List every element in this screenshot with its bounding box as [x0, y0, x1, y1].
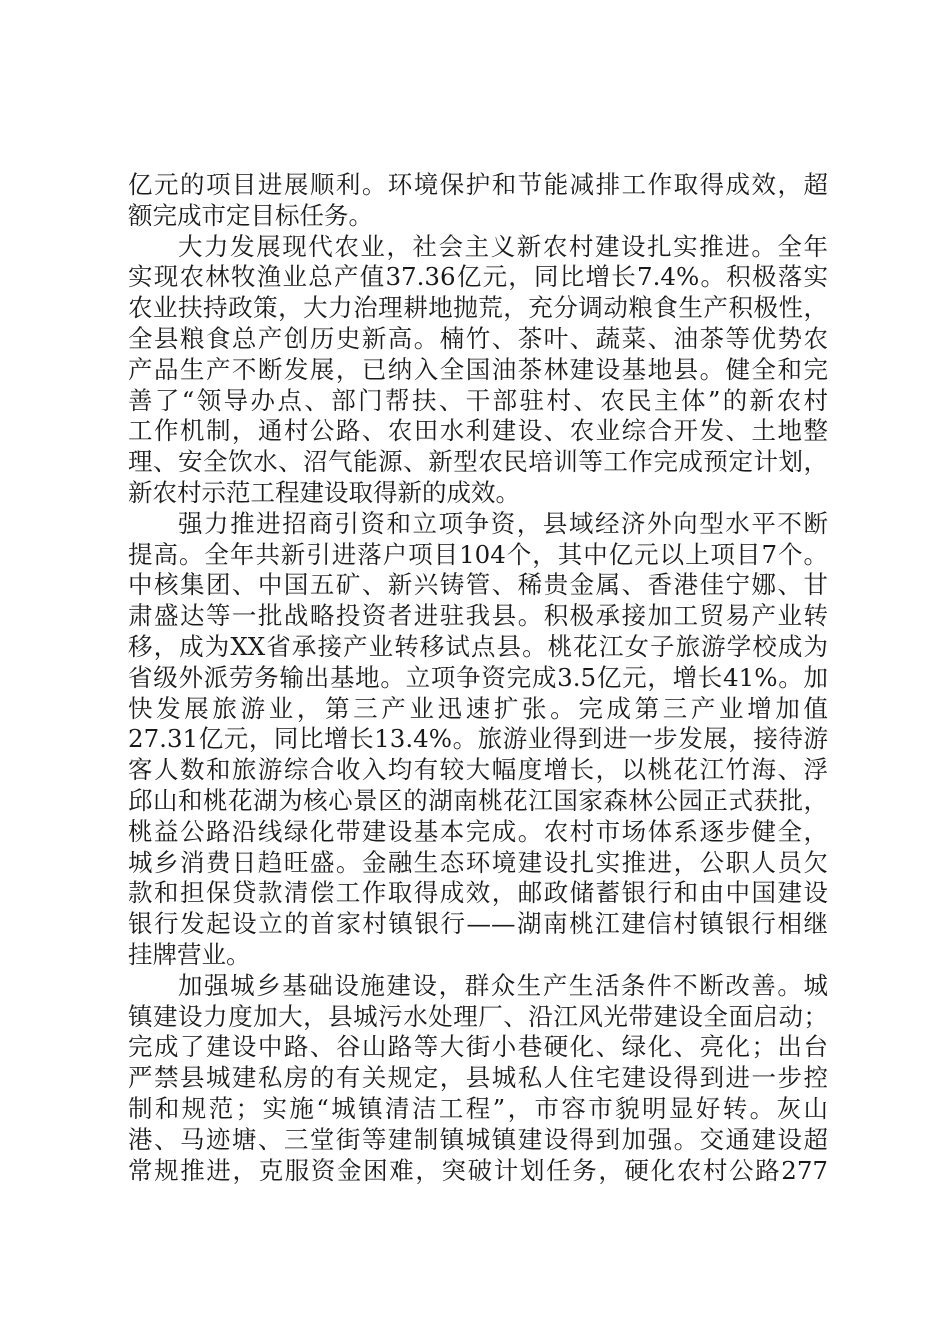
text-line: 常规推进，克服资金困难，突破计划任务，硬化农村公路277 — [128, 1155, 828, 1185]
text-line: 理、安全饮水、沼气能源、新型农民培训等工作完成预定计划， — [128, 447, 828, 477]
text-line: 农业扶持政策，大力治理耕地抛荒，充分调动粮食生产积极性， — [128, 293, 828, 323]
text-line: 银行发起设立的首家村镇银行——湖南桃江建信村镇银行相继 — [128, 909, 828, 939]
text-line: 挂牌营业。 — [128, 939, 251, 969]
text-line: 严禁县城建私房的有关规定，县城私人住宅建设得到进一步控 — [128, 1063, 828, 1093]
text-line: 肃盛达等一批战略投资者进驻我县。积极承接加工贸易产业转 — [128, 601, 828, 631]
text-line: 额完成市定目标任务。 — [128, 200, 373, 230]
document-body — [128, 170, 828, 1186]
text-line: 善了“领导办点、部门帮扶、干部驻村、农民主体”的新农村 — [128, 385, 828, 415]
text-line: 产品生产不断发展，已纳入全国油茶林建设基地县。健全和完 — [128, 354, 828, 384]
text-line: 亿元的项目进展顺利。环境保护和节能减排工作取得成效，超 — [128, 170, 828, 199]
text-line: 27.31亿元，同比增长13.4%。旅游业得到进一步发展，接待游 — [128, 724, 828, 754]
text-line: 客人数和旅游综合收入均有较大幅度增长，以桃花江竹海、浮 — [128, 755, 828, 785]
text-line: 镇建设力度加大，县城污水处理厂、沿江风光带建设全面启动； — [128, 1001, 828, 1031]
text-line: 桃益公路沿线绿化带建设基本完成。农村市场体系逐步健全， — [128, 816, 828, 846]
text-line: 全县粮食总产创历史新高。楠竹、茶叶、蔬菜、油茶等优势农 — [128, 323, 828, 353]
text-line: 港、马迹塘、三堂街等建制镇城镇建设得到加强。交通建设超 — [128, 1124, 828, 1154]
text-line: 移，成为XX省承接产业转移试点县。桃花江女子旅游学校成为 — [128, 631, 828, 661]
text-line: 省级外派劳务输出基地。立项争资完成3.5亿元，增长41%。加 — [128, 662, 828, 692]
text-line: 大力发展现代农业，社会主义新农村建设扎实推进。全年 — [178, 231, 828, 261]
text-line: 款和担保贷款清偿工作取得成效，邮政储蓄银行和由中国建设 — [128, 878, 828, 908]
text-line: 快发展旅游业，第三产业迅速扩张。完成第三产业增加值 — [128, 693, 828, 723]
text-line: 强力推进招商引资和立项争资，县域经济外向型水平不断 — [178, 508, 828, 538]
text-line: 完成了建设中路、谷山路等大街小巷硬化、绿化、亮化；出台 — [128, 1032, 828, 1062]
text-line: 中核集团、中国五矿、新兴铸管、稀贵金属、香港佳宁娜、甘 — [128, 570, 828, 600]
text-line: 邱山和桃花湖为核心景区的湖南桃花江国家森林公园正式获批， — [128, 785, 828, 815]
text-line: 城乡消费日趋旺盛。金融生态环境建设扎实推进，公职人员欠 — [128, 847, 828, 877]
text-line: 加强城乡基础设施建设，群众生产生活条件不断改善。城 — [178, 970, 828, 1000]
text-line: 提高。全年共新引进落户项目104个，其中亿元以上项目7个。 — [128, 539, 828, 569]
text-line: 实现农林牧渔业总产值37.36亿元，同比增长7.4%。积极落实 — [128, 262, 828, 292]
text-line: 新农村示范工程建设取得新的成效。 — [128, 477, 520, 507]
text-line: 制和规范；实施“城镇清洁工程”，市容市貌明显好转。灰山 — [128, 1093, 828, 1123]
text-line: 工作机制，通村公路、农田水利建设、农业综合开发、土地整 — [128, 416, 828, 446]
